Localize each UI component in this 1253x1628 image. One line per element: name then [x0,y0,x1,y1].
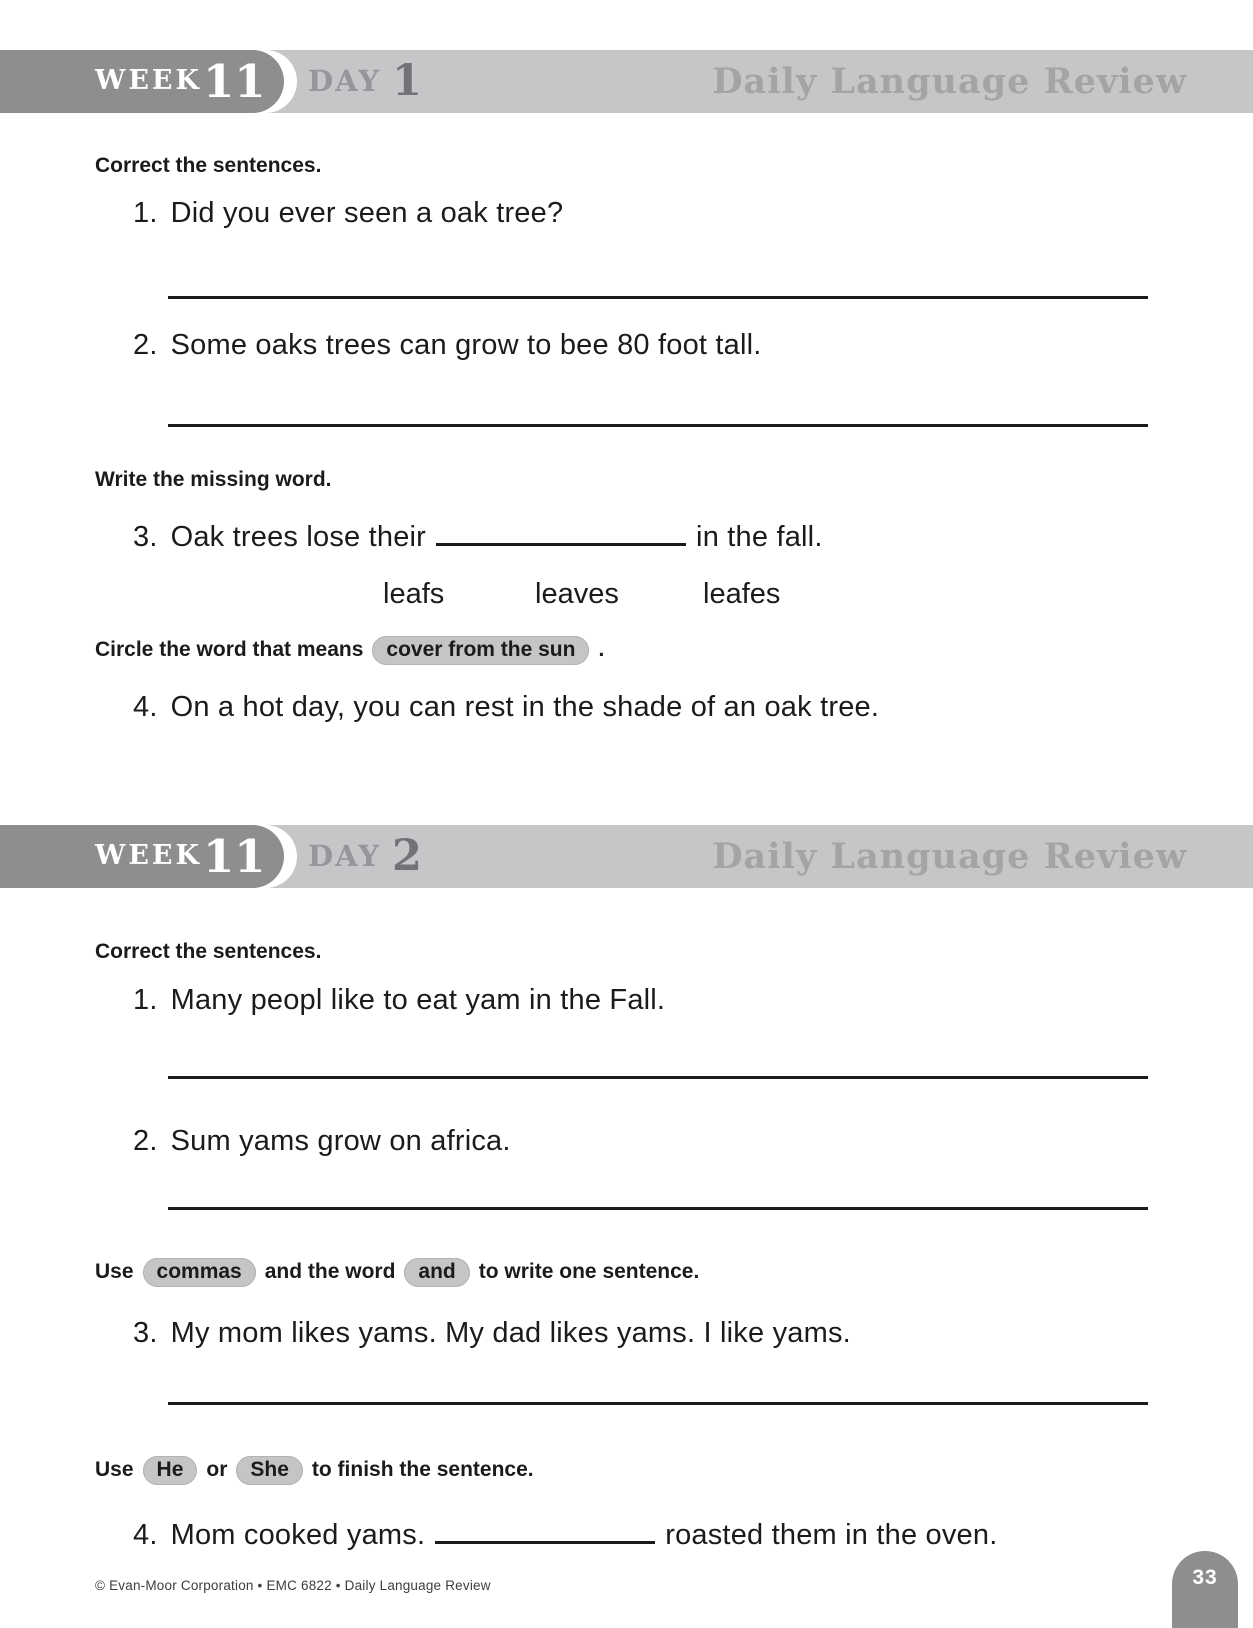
day2-question-1 [133,983,665,1018]
instruction-text-pre: Use [95,1260,134,1283]
question-text-pre: Mom cooked yams. [170,1519,426,1551]
day1-q3-choice-leaves[interactable]: leaves [535,578,619,610]
instruction-text-post: to finish the sentence. [311,1458,534,1481]
day1-instruction-missing-word [95,466,331,493]
day-label: DAY [308,64,381,98]
highlight-pill-commas: commas [143,1258,256,1287]
question-number: 1. [133,197,158,229]
instruction-text-pre: Circle the word that means [95,638,364,661]
day-number: 2 [392,831,422,881]
highlight-pill-she: She [236,1456,303,1485]
instruction-text-post: to write one sentence. [478,1260,700,1283]
instruction-text-mid: or [206,1458,228,1481]
week-number: 11 [203,830,266,883]
day2-question-4 [133,1518,997,1553]
day1-question-1 [133,196,563,231]
highlight-pill-and: and [404,1258,469,1287]
day1-question-3 [133,520,823,555]
day2-instruction-commas [95,1258,699,1285]
question-text: Many peopl like to eat yam in the Fall. [170,984,666,1016]
question-text[interactable]: On a hot day, you can rest in the shade of an oak tree. [170,691,880,723]
question-text: Some oaks trees can grow to bee 80 foot tall. [170,329,762,361]
series-title: Daily Language Review [712,61,1187,102]
day2-q1-answer-line[interactable] [168,1076,1148,1079]
question-number: 2. [133,1125,158,1157]
week-label: WEEK [95,840,202,871]
day2-question-2 [133,1124,511,1159]
day1-question-4 [133,690,879,725]
highlight-pill: cover from the sun [372,636,589,665]
day2-instruction-he-she [95,1456,534,1483]
day2-header-bar [0,825,1253,888]
day1-q3-fill-blank[interactable] [436,543,686,546]
day-label: DAY [308,839,381,873]
day2-q3-answer-line[interactable] [168,1402,1148,1405]
instruction-text-pre: Use [95,1458,134,1481]
question-number: 4. [133,691,158,723]
day-number: 1 [392,56,422,106]
question-text: Did you ever seen a oak tree? [170,197,564,229]
day2-instruction-correct [95,938,321,965]
day1-header-bar [0,50,1253,113]
question-text-post: roasted them in the oven. [665,1519,998,1551]
footer-credit: © Evan-Moor Corporation • EMC 6822 • Daily Language Review [95,1578,491,1593]
question-text-post: in the fall. [696,521,823,553]
page-number: 33 [1192,1566,1218,1589]
day1-question-2 [133,328,762,363]
instruction-text: Correct the sentences. [95,154,322,177]
highlight-pill-he: He [143,1456,198,1485]
instruction-text: Write the missing word. [95,468,332,491]
day2-q4-fill-blank[interactable] [435,1541,655,1544]
day1-q3-choice-leafs[interactable]: leafs [383,578,445,610]
day1-instruction-circle-word [95,636,604,663]
question-text: My mom likes yams. My dad likes yams. I like yams. [170,1317,851,1349]
question-number: 4. [133,1519,158,1551]
instruction-text-post: . [598,638,605,661]
day1-q3-choice-leafes[interactable]: leafes [703,578,781,610]
question-text: Sum yams grow on africa. [170,1125,511,1157]
day1-q1-answer-line[interactable] [168,296,1148,299]
day2-q2-answer-line[interactable] [168,1207,1148,1210]
day1-instruction-correct [95,152,321,179]
day1-q2-answer-line[interactable] [168,424,1148,427]
day2-week-pill [0,825,284,888]
question-number: 1. [133,984,158,1016]
question-number: 3. [133,521,158,553]
question-number: 3. [133,1317,158,1349]
page-number-tab [1172,1551,1238,1628]
question-number: 2. [133,329,158,361]
question-text-pre: Oak trees lose their [170,521,427,553]
week-label: WEEK [95,65,202,96]
day2-question-3 [133,1316,851,1351]
instruction-text: Correct the sentences. [95,940,322,963]
series-title: Daily Language Review [712,836,1187,877]
instruction-text-mid: and the word [264,1260,396,1283]
day1-week-pill [0,50,284,113]
week-number: 11 [203,55,266,108]
